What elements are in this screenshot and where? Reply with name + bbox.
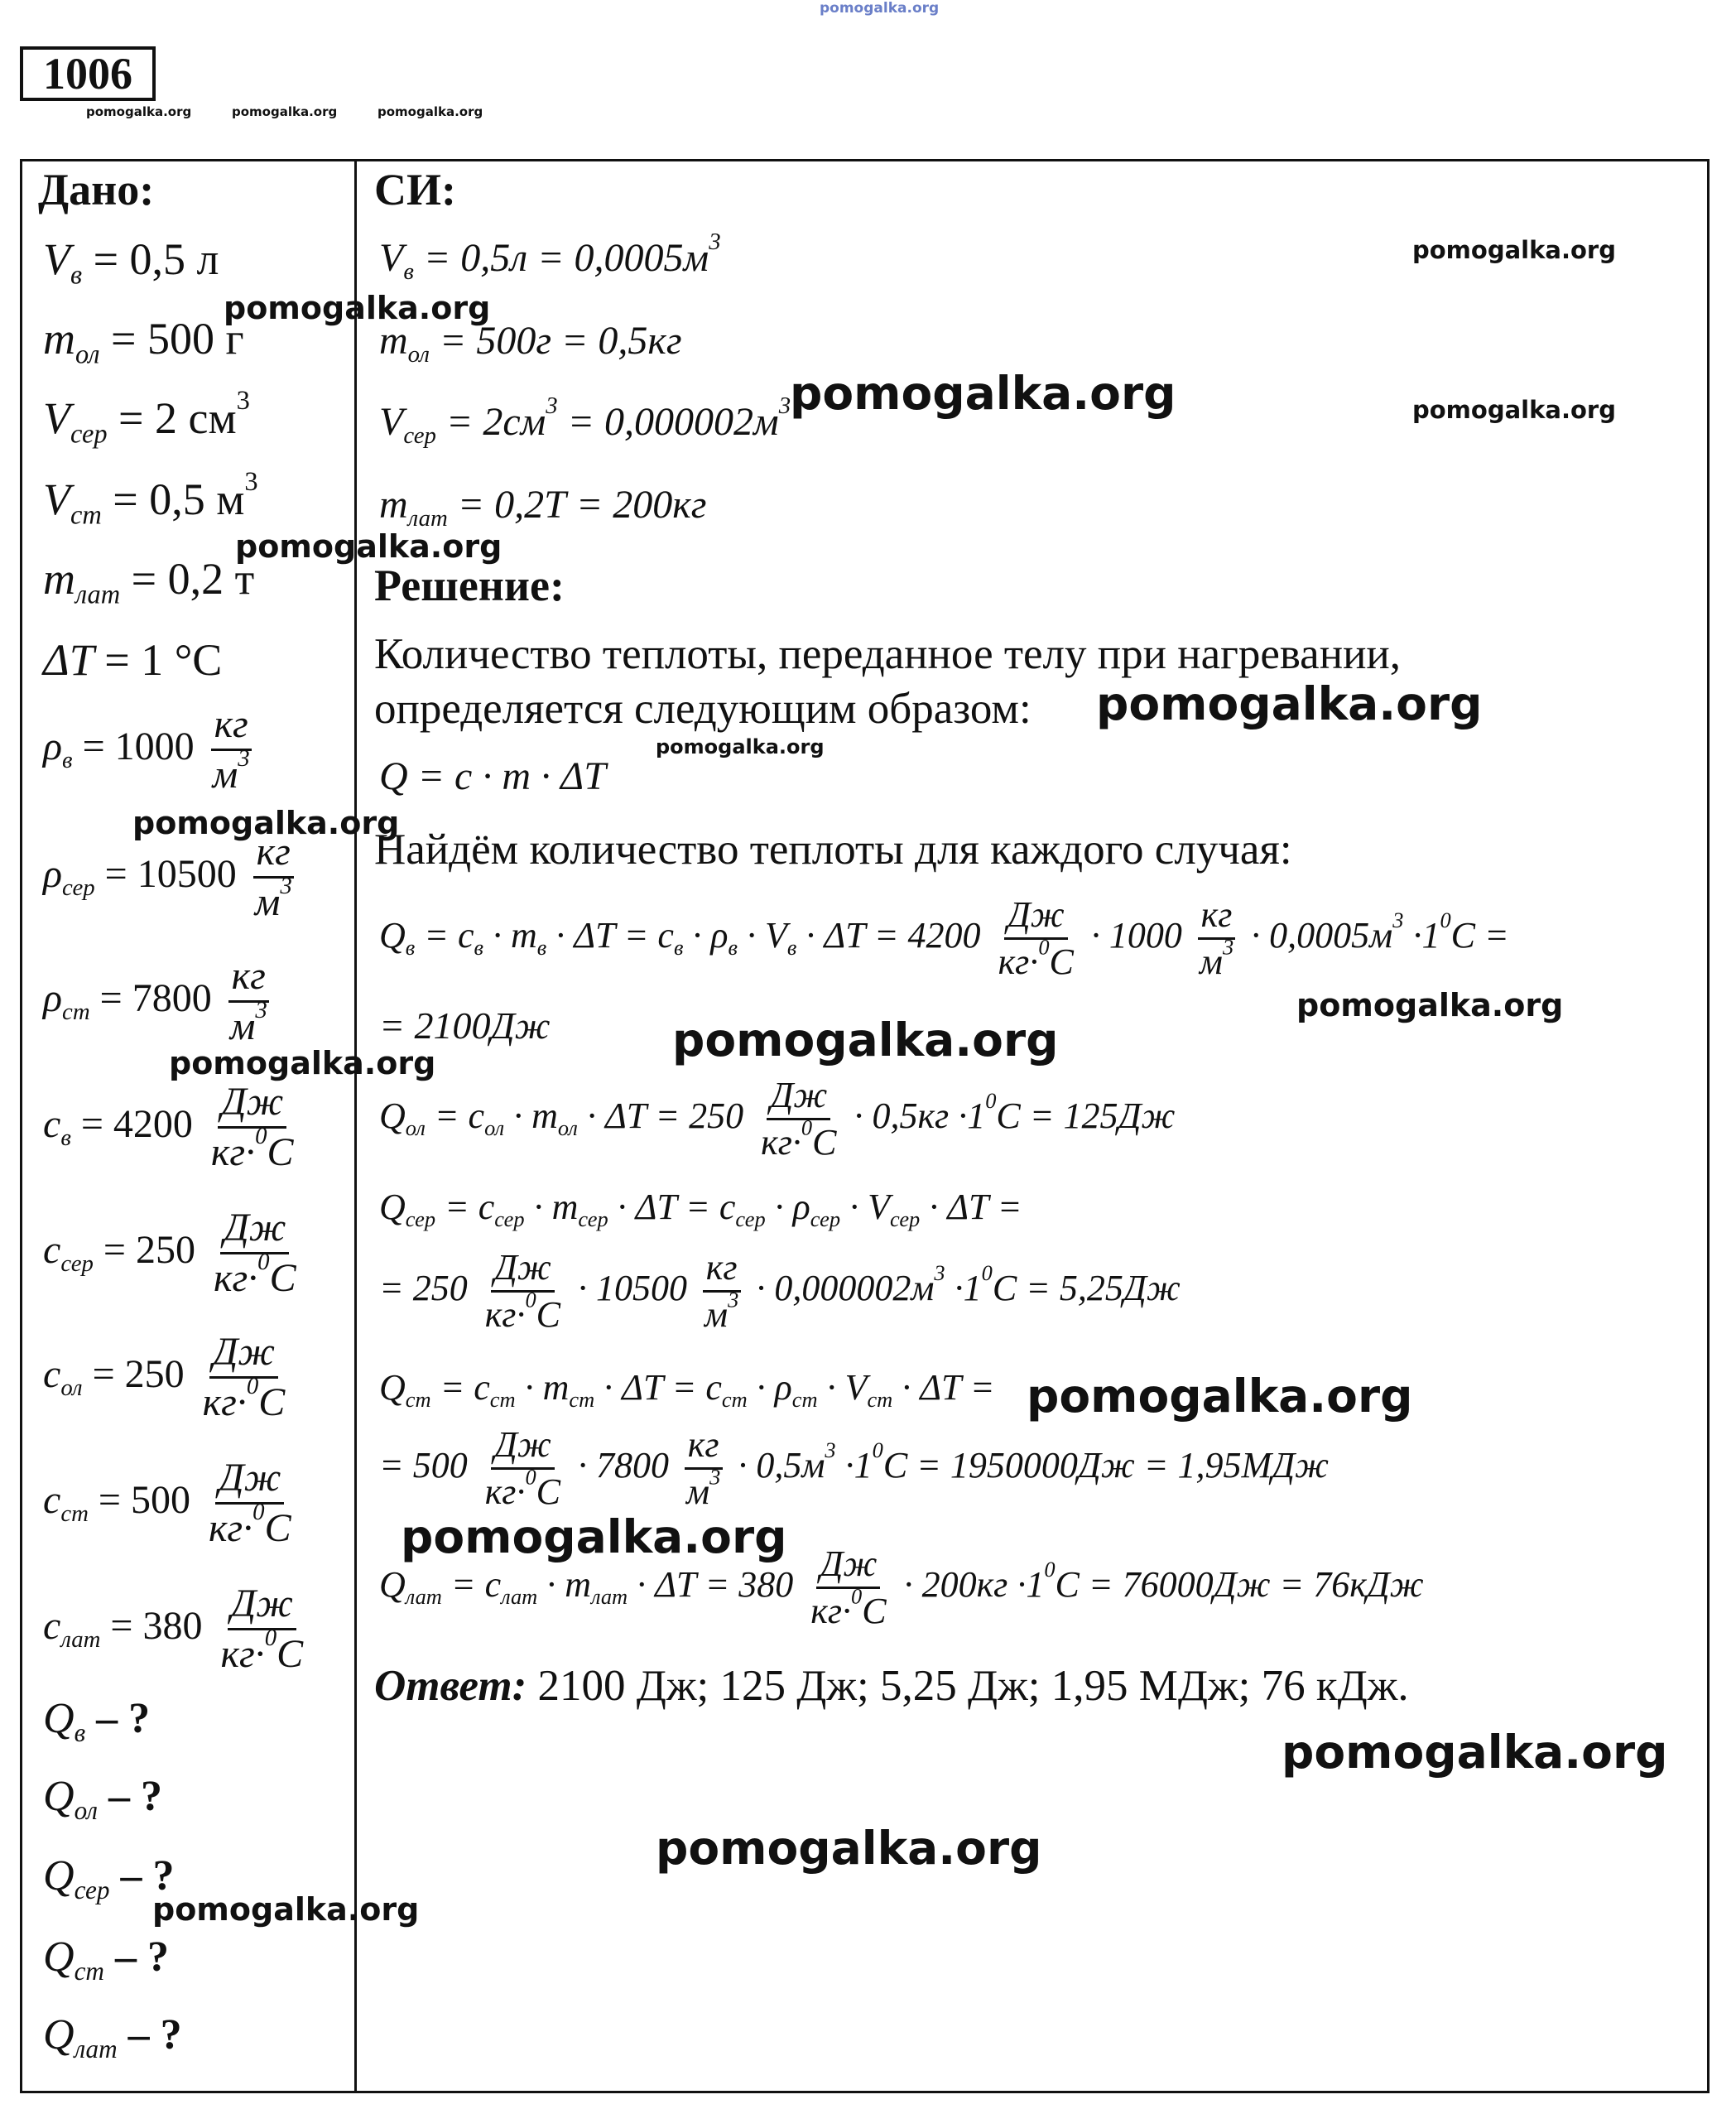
watermark: pomogalka.org bbox=[656, 735, 825, 758]
given-heat-steel: $c_{ст} = 500$ $\frac{Дж}{кг\cdot^0C}$ bbox=[43, 1456, 291, 1551]
watermark: pomogalka.org bbox=[1296, 987, 1564, 1023]
solution-formula: Q = c · m · ΔT bbox=[379, 754, 606, 798]
si-mass-brass: $m_{лат} = 0,2Т = 200кг$ bbox=[379, 483, 707, 532]
watermark: pomogalka.org bbox=[1282, 1726, 1668, 1779]
sub-watermark: pomogalka.org bbox=[377, 104, 483, 119]
watermark: pomogalka.org bbox=[132, 805, 400, 841]
solution-title: Решение: bbox=[374, 561, 565, 610]
calc-q-water-line2: = 2100Дж bbox=[379, 1004, 551, 1047]
watermark: pomogalka.org bbox=[672, 1014, 1059, 1067]
sub-watermark: pomogalka.org bbox=[232, 104, 338, 119]
given-heat-tin: $c_{ол} = 250$ $\frac{Дж}{кг\cdot^0C}$ bbox=[43, 1330, 286, 1425]
given-heat-brass: $c_{лат} = 380$ $\frac{Дж}{кг\cdot^0C}$ bbox=[43, 1582, 304, 1677]
unknown-q-tin: $Q_{ол}$ – ? bbox=[43, 1773, 162, 1825]
calc-q-steel-line1: $Q_{ст} = c_{ст} \cdot m_{ст} \cdot \Delta T = c_{ст} \cdot \rho_{ст} \cdot V_{ст} \cdot \Delta T$ = bbox=[379, 1367, 995, 1413]
watermark: pomogalka.org bbox=[401, 1510, 787, 1563]
solution-intro-line1: Количество теплоты, переданное телу при нагревании, bbox=[374, 630, 1402, 678]
si-mass-tin: $m_{ол} = 500г = 0,5кг$ bbox=[379, 319, 682, 368]
column-divider bbox=[354, 159, 357, 2093]
unknown-q-water: $Q_в$ – ? bbox=[43, 1695, 151, 1747]
watermark: pomogalka.org bbox=[224, 290, 491, 326]
given-heat-water: $c_в = 4200$ $\frac{Дж}{кг\cdot^0C}$ bbox=[43, 1080, 294, 1175]
given-temperature-change: ΔT = 1 °C bbox=[43, 635, 223, 685]
given-volume-water: $V_в = 0,5$ л bbox=[43, 234, 219, 291]
given-mass-tin: $m_{ол} = 500$ г bbox=[43, 314, 244, 370]
unknown-q-silver: $Q_{сер}$ – ? bbox=[43, 1852, 175, 1904]
sub-watermark: pomogalka.org bbox=[86, 104, 192, 119]
given-title: Дано: bbox=[38, 165, 155, 214]
watermark: pomogalka.org bbox=[235, 528, 503, 565]
problem-number bbox=[20, 46, 156, 101]
answer-label: Ответ: bbox=[374, 1662, 527, 1710]
given-density-silver: $\rho_{сер} = 10500$ $\frac{кг}{м^3}$ bbox=[43, 831, 301, 924]
unknown-q-steel: $Q_{ст}$ – ? bbox=[43, 1933, 169, 1986]
answer-text: 2100 Дж; 125 Дж; 5,25 Дж; 1,95 МДж; 76 кДж. bbox=[537, 1662, 1409, 1710]
given-heat-silver: $c_{сер} = 250$ $\frac{Дж}{кг\cdot^0C}$ bbox=[43, 1206, 296, 1301]
watermark: pomogalka.org bbox=[1027, 1370, 1413, 1423]
unknown-q-brass: $Q_{лат}$ – ? bbox=[43, 2011, 182, 2063]
given-volume-steel: $V_{ст} = 0,5$ $м^3$ bbox=[43, 466, 258, 531]
watermark: pomogalka.org bbox=[169, 1045, 436, 1081]
calc-q-brass: $Q_{лат} = c_{лат} \cdot m_{лат} \cdot \Delta T = 380$ $\frac{Дж}{кг\cdot^0C}$ · $200кг \cdot 1^0C = 76000Дж = 76кДж$ bbox=[379, 1543, 1424, 1632]
problem-number-text: 1006 bbox=[43, 49, 132, 99]
watermark: pomogalka.org bbox=[152, 1891, 420, 1928]
watermark: pomogalka.org bbox=[1096, 677, 1483, 730]
solution-find-text: Найдём количество теплоты для каждого случая: bbox=[374, 826, 1292, 874]
calc-q-tin: $Q_{ол} = c_{ол} \cdot m_{ол} \cdot \Delta T = 250$ $\frac{Дж}{кг\cdot^0C}$ · $0,5кг \cdot 1^0C = 125Дж$ bbox=[379, 1075, 1176, 1163]
given-mass-brass: $m_{лат} = 0,2$ т bbox=[43, 554, 255, 610]
given-density-steel: $\rho_{ст} = 7800$ $\frac{кг}{м^3}$ bbox=[43, 956, 276, 1048]
top-watermark: pomogalka.org bbox=[820, 0, 940, 17]
si-title: СИ: bbox=[374, 165, 456, 214]
si-volume-water: $V_в = 0,5л = 0,0005м^3$ bbox=[379, 229, 721, 286]
given-volume-silver: $V_{сер} = 2$ $см^3$ bbox=[43, 385, 250, 450]
watermark: pomogalka.org bbox=[1412, 236, 1616, 264]
si-volume-silver: $V_{сер} = 2см^3 = 0,000002м^3$ bbox=[379, 392, 791, 450]
solution-intro-line2: определяется следующим образом: bbox=[374, 685, 1032, 733]
calc-q-silver-line2: = 250 $\frac{Дж}{кг\cdot^0C}$ · 10500 $\frac{кг}{м^3}$ · $0,000002м^3 \cdot 1^0C = 5,25Дж$ bbox=[379, 1247, 1181, 1336]
calc-q-silver-line1: $Q_{сер} = c_{сер} \cdot m_{сер} \cdot \Delta T = c_{сер} \cdot \rho_{сер} \cdot V_{сер} \cdot \Delta T$ = bbox=[379, 1187, 1022, 1232]
calc-q-water-line1: $Q_в = c_в \cdot m_в \cdot \Delta T = c_в \cdot \rho_в \cdot V_в \cdot \Delta T = 4200$ $\frac{Дж}{кг\cdot^0C}$ · 1000 $\frac{кг}{м^3}$ · $0,0005м^3 \cdot 1^0C$ = bbox=[379, 894, 1509, 983]
watermark: pomogalka.org bbox=[790, 367, 1176, 420]
watermark: pomogalka.org bbox=[656, 1822, 1042, 1875]
calc-q-steel-line2: = 500 $\frac{Дж}{кг\cdot^0C}$ · 7800 $\frac{кг}{м^3}$ · $0,5м^3 \cdot 1^0C = 1950000Дж = 1,95МДж$ bbox=[379, 1424, 1330, 1513]
answer-line bbox=[374, 1661, 1409, 1711]
watermark: pomogalka.org bbox=[1412, 396, 1616, 424]
given-density-water: $\rho_в = 1000$ $\frac{кг}{м^3}$ bbox=[43, 704, 258, 797]
